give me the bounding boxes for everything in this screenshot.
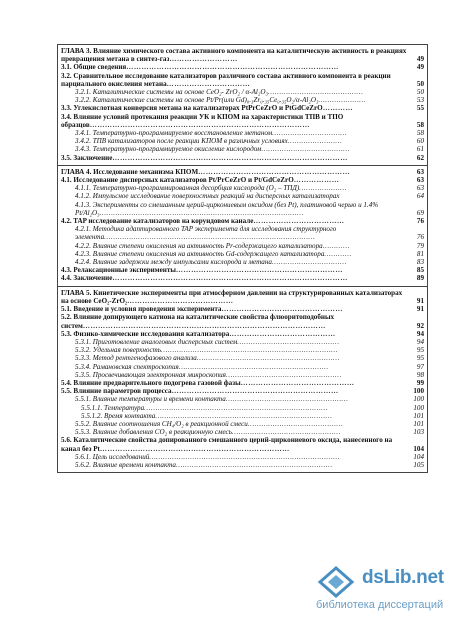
toc-entry-page: 61 bbox=[416, 145, 424, 154]
toc-entry-page: 101 bbox=[413, 419, 424, 428]
toc-entry-title: 5.5.1.1. Температура bbox=[81, 403, 145, 412]
toc-entry bbox=[61, 461, 424, 469]
toc-entry-title: 3.3. Углекислотная конверсия метана на катализаторах PtPrCeZrO и PtGdCeZrO bbox=[61, 104, 323, 113]
toc-entry-leader: ……………………………………………………… bbox=[196, 354, 340, 363]
toc-entry bbox=[61, 250, 424, 258]
toc-entry-page: 58 bbox=[416, 129, 424, 138]
toc-entry-page: 64 bbox=[416, 192, 424, 201]
watermark-name: dsLib.net bbox=[362, 567, 444, 588]
toc-entry-title: 4.2.1. Методика адаптированного TAP эксперимента для исследования структурного элемента bbox=[75, 225, 337, 242]
toc-entry bbox=[61, 217, 424, 225]
toc-entry bbox=[61, 129, 424, 137]
toc-entry-page: 95 bbox=[416, 346, 424, 355]
toc-entry bbox=[61, 313, 424, 329]
toc-entry bbox=[61, 330, 424, 338]
toc-entry-leader: ………………………………………………………… bbox=[171, 387, 339, 396]
toc-entry bbox=[61, 176, 424, 184]
toc-entry-title: 3.1. Общие сведения bbox=[61, 63, 127, 72]
toc-entry-page: 104 bbox=[413, 444, 424, 453]
toc-entry bbox=[61, 258, 424, 266]
toc-entry-leader: ………………………………………… bbox=[221, 305, 343, 314]
toc-entry-leader: ……………… bbox=[293, 176, 340, 185]
toc-entry bbox=[61, 453, 424, 461]
toc-entry-title: 3.2. Сравнительное исследование катализаторов различного состава активного компонента в реакции парциального окисления метана bbox=[61, 71, 391, 88]
toc-entry-leader: ………………… bbox=[299, 184, 347, 193]
toc-entry bbox=[61, 72, 424, 88]
toc-entry-page: 104 bbox=[413, 452, 424, 461]
toc-entry-page: 89 bbox=[416, 274, 424, 283]
toc-entry-page: 100 bbox=[413, 395, 424, 404]
toc-entry-title: 4.4. Заключение bbox=[61, 274, 113, 283]
toc-entry-page: 101 bbox=[413, 411, 424, 420]
toc-entry-title: 5.6.1. Цель исследований bbox=[75, 452, 150, 461]
toc-entry-leader: ……………………………………………………………………………… bbox=[99, 208, 304, 217]
toc-entry-page: 79 bbox=[416, 241, 424, 250]
chapter-4-row bbox=[58, 165, 428, 286]
toc-entry-page: 105 bbox=[413, 460, 424, 469]
toc-entry bbox=[61, 96, 424, 104]
toc-entry-leader: …………………………………… bbox=[267, 88, 364, 97]
toc-entry bbox=[61, 242, 424, 250]
toc-entry-title: 5.3.3. Метод рентгенофазового анализа bbox=[75, 354, 197, 363]
toc-entry-title: 4.2. TAP исследование катализаторов на корундовом канале bbox=[61, 217, 254, 226]
toc-entry-leader: ……………………………… bbox=[253, 217, 345, 226]
toc-entry-page: 95 bbox=[416, 354, 424, 363]
toc-entry-leader: ………………………………………………………… bbox=[178, 362, 329, 371]
toc-entry-page: 49 bbox=[416, 63, 424, 72]
toc-entry-title: 5.5.1.2. Время контакта bbox=[81, 411, 156, 420]
toc-entry bbox=[61, 154, 424, 162]
toc-entry-title: 4.1.1. Температурно-программированная десорбция кислорода (O₂ – ТПД) bbox=[75, 184, 300, 193]
toc-entry-title: 3.4.3. Температурно-программируемое окисление кислородом bbox=[75, 145, 262, 154]
toc-entry-page: 63 bbox=[416, 167, 424, 176]
toc-entry-title: 5.5.2. Влияние соотношения CH₄/O₂ в реакционной смеси bbox=[75, 419, 248, 428]
toc-entry bbox=[61, 88, 424, 96]
toc-entry-title: 3.4.1. Температурно-программируемое восстановление метаном bbox=[75, 129, 273, 138]
toc-entry bbox=[61, 63, 424, 71]
toc-entry-title: 4.1. Исследование дисперсных катализаторов Pt/PrCeZrO и Pt/GdCeZrO bbox=[61, 176, 294, 185]
toc-entry-title: 5.4. Влияние предварительного подогрева газовой фазы bbox=[61, 378, 241, 387]
toc-entry-page: 50 bbox=[416, 88, 424, 97]
toc-entry-leader: ………………………………………… bbox=[231, 428, 341, 437]
toc-entry-page: 53 bbox=[416, 96, 424, 105]
toc-entry bbox=[61, 363, 424, 371]
toc-entry bbox=[61, 184, 424, 192]
toc-entry-page: 92 bbox=[416, 321, 424, 330]
toc-entry bbox=[61, 266, 424, 274]
toc-entry-page: 58 bbox=[416, 120, 424, 129]
toc-entry-title: ГЛАВА 3. Влияние химического состава активного компонента на каталитическую активность в реакциях превращения метана в синтез-газ bbox=[61, 47, 407, 64]
toc-entry-leader: ………………… bbox=[318, 96, 367, 105]
toc-entry-page: 69 bbox=[416, 208, 424, 217]
toc-entry-title: 4.1.2. Импульсное исследование поверхностных реакций на дисперсных катализаторах bbox=[75, 192, 340, 201]
toc-entry-title: 3.4.2. ТПВ катализаторов после реакции КПОМ в различных условиях bbox=[75, 137, 288, 146]
toc-entry-leader: ………………………………………………………………………… bbox=[149, 452, 340, 461]
toc-entry-leader: ………………………………… bbox=[261, 145, 350, 154]
toc-entry bbox=[61, 274, 424, 282]
toc-entry bbox=[61, 404, 424, 412]
toc-entry-leader: …………………………………………………………………………………… bbox=[82, 321, 326, 330]
toc-entry-page: 81 bbox=[416, 249, 424, 258]
toc-entry-title: 5.1. Введение и условия проведения эксперимента bbox=[61, 305, 222, 314]
toc-entry-leader: ………………………………………………………………… bbox=[99, 444, 290, 453]
toc-entry-title: 5.5.1. Влияние температуры и времени контакта bbox=[75, 395, 226, 404]
toc-entry bbox=[61, 305, 424, 313]
toc-entry-title: 5.2. Влияние допирующего катиона на каталитические свойства флюоритоподобных систем bbox=[61, 313, 335, 330]
toc-entry-title: ГЛАВА 5. Кинетические эксперименты при атмосферном давлении на структурированных катализаторах на основе CeO₂-ZrO₂ bbox=[61, 288, 403, 305]
toc-entry bbox=[61, 395, 424, 403]
table-of-contents bbox=[57, 44, 428, 473]
chapter-4-cell bbox=[58, 165, 428, 286]
toc-entry-title: 3.4. Влияние условий протекания реакции УК и КПОМ на характеристики ТПВ и ТПО образцов bbox=[61, 112, 344, 129]
toc-entry-leader: …………………………… bbox=[166, 79, 251, 88]
toc-entry-leader: …………………………………………………………… bbox=[175, 460, 333, 469]
toc-entry-title: 4.2.3. Влияние степени окисления на активность Gd-содержащего катализатора bbox=[75, 249, 325, 258]
toc-entry bbox=[61, 338, 424, 346]
toc-entry-title: 5.3.1. Приготовление аналоговых дисперсных систем bbox=[75, 337, 238, 346]
toc-entry bbox=[61, 371, 424, 379]
toc-entry bbox=[61, 113, 424, 129]
toc-entry-leader: …………………………………… bbox=[229, 329, 336, 338]
toc-entry-page: 94 bbox=[416, 329, 424, 338]
toc-entry bbox=[61, 420, 424, 428]
toc-entry-leader: …………………………………………………………………… bbox=[155, 411, 333, 420]
dslib-logo-icon bbox=[316, 562, 356, 602]
toc-entry-leader: ……………………………………………………………………… bbox=[144, 403, 328, 412]
toc-entry-title: 5.5. Влияние параметров процесса bbox=[61, 387, 172, 396]
toc-entry-page: 60 bbox=[416, 137, 424, 146]
toc-entry-page: 76 bbox=[416, 217, 424, 226]
toc-entry bbox=[61, 428, 424, 436]
dslib-watermark bbox=[316, 562, 446, 614]
toc-entry-title: 3.2.1. Каталитические системы на основе CeO₂- ZrO₂ / α-Al₂O₃ bbox=[75, 88, 268, 97]
toc-entry-leader: ………………………………………………………………………………… bbox=[112, 153, 348, 162]
chapter-5-cell bbox=[58, 286, 428, 472]
toc-entry bbox=[61, 192, 424, 200]
toc-entry-title: 5.3. Физико-химические исследования катализатора bbox=[61, 329, 230, 338]
toc-entry-page: 63 bbox=[416, 176, 424, 185]
toc-entry-leader: …………………………………………………… bbox=[198, 167, 351, 176]
toc-entry-leader: ……………………… bbox=[169, 55, 238, 64]
toc-entry-page: 83 bbox=[416, 258, 424, 267]
toc-entry-title: 4.1.3. Эксперименты со смешанным церий-циркониевым оксидом (без Pt), платиновой черью и 1.4% Pt/Al₂O₃ bbox=[75, 200, 379, 217]
toc-entry bbox=[61, 436, 424, 452]
toc-entry-leader: …………………………………… bbox=[247, 419, 344, 428]
toc-entry-title: 5.6. Каталитические свойства допированного смешанного церий-циркониевого оксида, нанесенного на канал без Pt bbox=[61, 436, 393, 453]
toc-entry-leader: ………………………………………………………… bbox=[175, 266, 343, 275]
chapter-5-row bbox=[58, 286, 428, 472]
chapter-3-row bbox=[58, 45, 428, 166]
toc-entry-title: 4.2.2. Влияние степени окисления на активность Pr-содержащего катализатора bbox=[75, 241, 323, 250]
toc-entry-leader: …………………………………………… bbox=[225, 370, 342, 379]
watermark-subtitle: библиотека диссертаций bbox=[316, 599, 444, 611]
toc-entry bbox=[61, 379, 424, 387]
toc-entry-page: 91 bbox=[416, 296, 424, 305]
toc-entry-title: 3.5. Заключение bbox=[61, 153, 113, 162]
toc-entry-title: 5.6.2. Влияние времени контакта bbox=[75, 460, 176, 469]
toc-entry-title: 4.3. Релаксационные эксперименты bbox=[61, 266, 176, 275]
toc-entry bbox=[61, 137, 424, 145]
toc-entry bbox=[61, 201, 424, 217]
toc-entry bbox=[61, 354, 424, 362]
toc-entry-leader: ……………………………………… bbox=[237, 337, 340, 346]
toc-entry-page: 100 bbox=[413, 387, 424, 396]
toc-entry-page: 55 bbox=[416, 104, 424, 113]
toc-entry bbox=[61, 412, 424, 420]
toc-entry bbox=[61, 145, 424, 153]
toc-entry-title: ГЛАВА 4. Исследование механизма КПОМ bbox=[61, 167, 199, 176]
toc-entry-title: 4.2.4. Влияние задержки между импульсами кислорода и метана bbox=[75, 258, 272, 267]
toc-entry-title: 5.5.3. Влияние добавления CO₂ в реакционную смесь bbox=[75, 428, 232, 437]
toc-entry-title: 3.2.2. Каталитические системы на основе Pt/Pr(или Gd)₀.₃Zr₀.₃₅Ce₀.₃₅O₂/α-Al₂O₃ bbox=[75, 96, 319, 105]
toc-entry-leader: ………… bbox=[324, 249, 352, 258]
toc-table bbox=[57, 44, 428, 473]
chapter-3-cell bbox=[58, 45, 428, 166]
toc-entry bbox=[61, 225, 424, 241]
toc-entry-page: 85 bbox=[416, 266, 424, 275]
toc-entry-leader: ……………………………………… bbox=[240, 378, 355, 387]
toc-entry bbox=[61, 346, 424, 354]
toc-entry bbox=[61, 387, 424, 395]
toc-entry-leader: ………………………………………………………………………………… bbox=[104, 233, 316, 242]
toc-entry-page: 50 bbox=[416, 79, 424, 88]
toc-entry-leader: ………… bbox=[322, 241, 350, 250]
toc-entry-leader: …………………………………… bbox=[127, 296, 234, 305]
toc-entry-leader: ………………………………………………………………………………… bbox=[112, 274, 348, 283]
toc-entry-leader: ………… bbox=[322, 104, 354, 113]
toc-entry-page: 99 bbox=[416, 378, 424, 387]
toc-entry-page: 100 bbox=[413, 403, 424, 412]
toc-entry-leader: …………………………… bbox=[272, 129, 348, 138]
toc-entry-leader: ………………………………………………………………………… bbox=[126, 63, 339, 72]
toc-entry-page: 62 bbox=[416, 153, 424, 162]
toc-entry-page: 98 bbox=[416, 370, 424, 379]
toc-entry-page: 103 bbox=[413, 428, 424, 437]
toc-entry-page: 49 bbox=[416, 55, 424, 64]
toc-entry-leader: …………………………………………………………………… bbox=[160, 346, 338, 355]
toc-entry-leader: ……………………………………………… bbox=[225, 395, 349, 404]
toc-entry bbox=[61, 168, 424, 176]
toc-entry-page: 97 bbox=[416, 362, 424, 371]
toc-entry-title: 5.3.2. Удельная поверхность bbox=[75, 346, 161, 355]
toc-entry-page: 63 bbox=[416, 184, 424, 193]
toc-entry bbox=[61, 47, 424, 63]
toc-entry-leader: …………………………………………………………………………… bbox=[89, 120, 310, 129]
toc-entry-leader: …………………… bbox=[287, 137, 343, 146]
toc-entry-title: 5.3.4. Рамановская спектроскопия bbox=[75, 362, 179, 371]
toc-entry bbox=[61, 104, 424, 112]
toc-entry-title: 5.3.5. Просвечивающая электронная микроскопия bbox=[75, 370, 226, 379]
toc-entry-page: 91 bbox=[416, 305, 424, 314]
toc-entry-leader: …………………………… bbox=[271, 258, 347, 267]
toc-entry bbox=[61, 289, 424, 305]
toc-entry-page: 76 bbox=[416, 233, 424, 242]
toc-entry-page: 94 bbox=[416, 337, 424, 346]
